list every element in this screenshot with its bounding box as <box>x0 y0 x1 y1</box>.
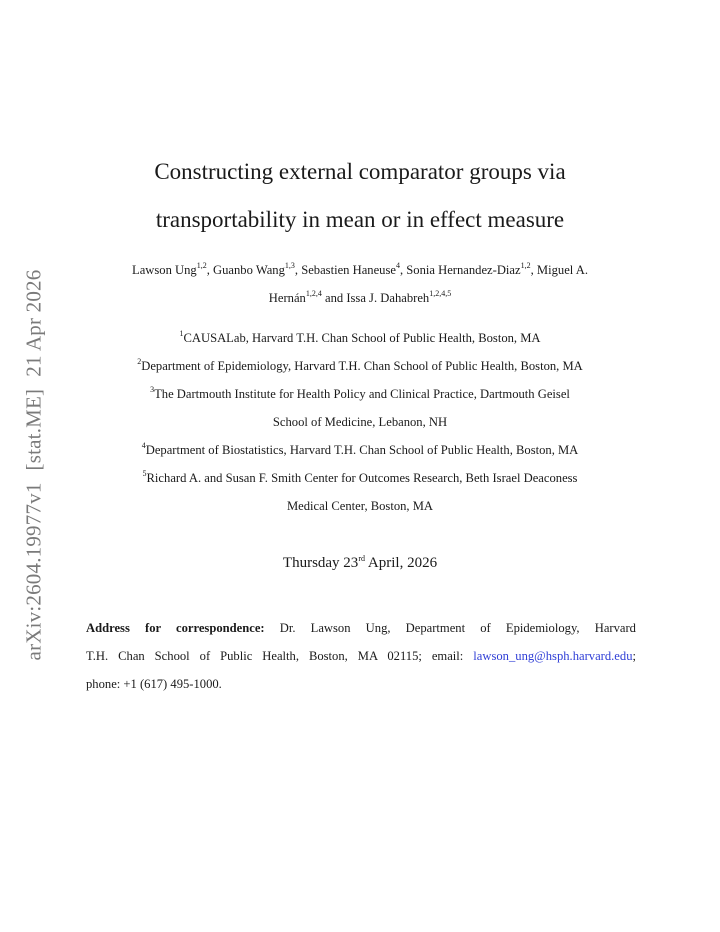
correspondence-line-2 <box>86 642 636 670</box>
title-line-2: transportability in mean or in effect measure <box>155 207 565 232</box>
affiliation-text: Department of Epidemiology, Harvard T.H. Chan School of Public Health, Boston, MA <box>141 359 583 373</box>
correspondence-block <box>86 614 636 698</box>
correspondence-phone: phone: +1 (617) 495-1000. <box>86 677 222 691</box>
title-line-1: Constructing external comparator groups via <box>154 159 566 184</box>
affiliation-text: Richard A. and Susan F. Smith Center for Outcomes Research, Beth Israel Deaconess <box>146 471 578 485</box>
author-affil-mark: 1,2,4 <box>305 289 322 298</box>
arxiv-date: 21 Apr 2026 <box>21 269 46 377</box>
arxiv-sidebar-stamp <box>18 250 50 680</box>
affiliation-number: 1 <box>179 329 184 338</box>
affiliation-5-cont <box>86 492 634 520</box>
affiliation-3 <box>86 380 634 408</box>
affiliation-2 <box>86 352 634 380</box>
arxiv-category: [stat.ME] <box>21 388 46 471</box>
affiliation-text: Department of Biostatistics, Harvard T.H. Chan School of Public Health, Boston, MA <box>145 443 579 457</box>
author-affil-mark: 1,3 <box>284 261 295 270</box>
author-affil-mark: 1,2 <box>520 261 531 270</box>
affiliation-1 <box>86 324 634 352</box>
affiliation-number: 3 <box>150 385 155 394</box>
affiliation-5 <box>86 464 634 492</box>
author-line-2 <box>86 284 634 312</box>
author-line-1: Lawson Ung$^{1,2}$, Guanbo Wang$^{1,3}$, Sebastien Haneuse$^4$, Sonia Hernandez-Diaz$^{1,2}$, Miguel A. <box>132 261 588 277</box>
correspondence-text: T.H. Chan School of Public Health, Boston, MA 02115; email: <box>86 649 464 663</box>
email-link[interactable]: lawson_ung@hsph.harvard.edu <box>473 649 633 663</box>
author-affil-mark: 1,2,4,5 <box>429 289 452 298</box>
authors-and: and <box>324 291 344 305</box>
date-month-year: April, 2026 <box>367 555 438 571</box>
author-affil-mark: 1,2 <box>196 261 207 270</box>
affiliation-number: 5 <box>142 469 147 478</box>
affiliation-list <box>86 324 634 520</box>
author-name: Sonia Hernandez-Diaz <box>406 263 521 277</box>
author-affil-mark: 4 <box>395 261 400 270</box>
date-ordinal: rd <box>358 554 365 563</box>
author-name: Guanbo Wang <box>213 263 285 277</box>
author-name: Hernán <box>268 291 306 305</box>
affiliation-number: 2 <box>137 357 142 366</box>
author-name: Miguel A. <box>536 263 588 277</box>
author-name: Issa J. Dahabreh <box>346 291 430 305</box>
paper-date <box>86 549 634 577</box>
affiliation-4 <box>86 436 634 464</box>
author-name: Sebastien Haneuse <box>301 263 396 277</box>
affiliation-3-cont <box>86 408 634 436</box>
arxiv-id: arXiv:2604.19977v1 <box>21 482 46 661</box>
author-name: Lawson Ung <box>132 263 197 277</box>
correspondence-text: Dr. Lawson Ung, Department of Epidemiology, Harvard <box>279 621 636 635</box>
affiliation-text: School of Medicine, Lebanon, NH <box>272 415 448 429</box>
date-day: Thursday 23 <box>282 555 359 571</box>
correspondence-line-3 <box>86 670 636 698</box>
affiliation-text: The Dartmouth Institute for Health Policy and Clinical Practice, Dartmouth Geisel <box>154 387 570 401</box>
affiliation-number: 4 <box>141 441 146 450</box>
affiliation-text: Medical Center, Boston, MA <box>286 499 434 513</box>
correspondence-line-1 <box>86 614 636 642</box>
correspondence-text: ; <box>632 649 636 663</box>
correspondence-label: Address for correspondence: <box>86 621 265 635</box>
paper-title <box>86 148 634 244</box>
author-list <box>86 256 634 312</box>
affiliation-text: CAUSALab, Harvard T.H. Chan School of Public Health, Boston, MA <box>183 331 541 345</box>
